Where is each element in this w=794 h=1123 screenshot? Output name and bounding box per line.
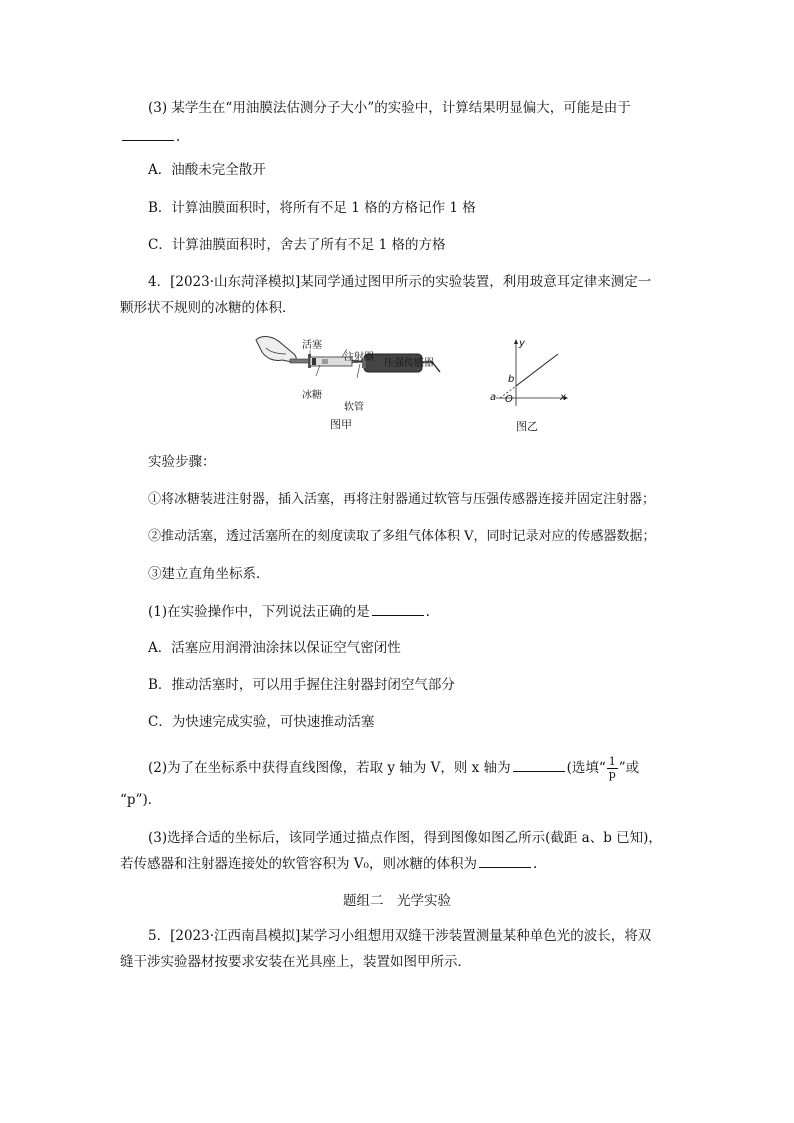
sub-question-3-line2: 若传感器和注射器连接处的软管容积为 V₀，则冰糖的体积为 . — [120, 853, 537, 874]
q5-stem-line2: 缝干涉实验器材按要求安装在光具座上，装置如图甲所示． — [120, 954, 471, 970]
answer-blank — [372, 601, 424, 616]
sub-question-2: (2)为了在坐标系中获得直线图像，若取 y 轴为 V，则 x 轴为 (选填“ $\frac{1}{p}$ ”或 — [148, 755, 640, 781]
q4-stem-line2: 颗形状不规则的冰糖的体积． — [120, 300, 296, 316]
sub1-option-c: C．为快速完成实验，可快速推动活塞 — [148, 714, 375, 730]
label-ice-sugar: 冰糖 — [302, 390, 322, 401]
axis-label-x: x — [560, 392, 566, 403]
sub1-option-a: A．活塞应用润滑油涂抹以保证空气密闭性 — [148, 640, 401, 656]
q4-stem-line1: 4．[2023·山东菏泽模拟]某同学通过图甲所示的实验装置，利用玻意耳定律来测定一 — [148, 274, 652, 290]
q3-option-b: B．计算油膜面积时，将所有不足 1 格的方格记作 1 格 — [148, 200, 476, 216]
step-2: ②推动活塞，透过活塞所在的刻度读取了多组气体体积 V，同时记录对应的传感器数据； — [148, 529, 656, 544]
step-3: ③建立直角坐标系． — [148, 566, 270, 582]
q5-stem-line1: 5．[2023·江西南昌模拟]某学习小组想用双缝干涉装置测量某种单色光的波长，将双 — [148, 928, 652, 944]
label-syringe: 注射器 — [344, 352, 374, 363]
q3-stem-line1: (3) 某学生在“用油膜法估测分子大小”的实验中，计算结果明显偏大，可能是由于 — [148, 100, 631, 116]
section-heading: 题组二 光学实验 — [343, 893, 451, 909]
answer-blank — [479, 853, 531, 868]
q3-stem-line2: . — [120, 126, 180, 147]
steps-title: 实验步骤： — [148, 454, 216, 470]
sub-question-2-line2: “p”)． — [120, 792, 162, 808]
answer-blank — [513, 757, 565, 772]
label-piston: 活塞 — [302, 340, 322, 351]
sub1-option-b: B．推动活塞时，可以用手握住注射器封闭空气部分 — [148, 677, 455, 693]
label-origin: O — [505, 394, 513, 405]
figure-jia — [252, 332, 444, 432]
caption-fig-jia: 图甲 — [330, 418, 352, 431]
sub-question-1: (1)在实验操作中，下列说法正确的是 . — [148, 601, 430, 622]
label-pressure-sensor: 压强传感器 — [384, 358, 434, 369]
figure-yi — [486, 338, 568, 432]
fraction-one-over-p: $\frac{1}{p}$ — [608, 755, 616, 781]
answer-blank — [122, 126, 174, 141]
q3-option-c: C．计算油膜面积时，舍去了所有不足 1 格的方格 — [148, 237, 446, 253]
label-a-intercept: a — [490, 392, 497, 403]
caption-fig-yi: 图乙 — [516, 420, 538, 433]
q3-option-a: A．油酸未完全散开 — [148, 162, 266, 178]
label-tube: 软管 — [344, 402, 364, 413]
label-b-intercept: b — [508, 374, 515, 385]
graph-v-vs-x — [486, 338, 568, 406]
step-1: ①将冰糖装进注射器，插入活塞，再将注射器通过软管与压强传感器连接并固定注射器； — [148, 492, 656, 507]
sub-question-3-line1: (3)选择合适的坐标后，该同学通过描点作图，得到图像如图乙所示(截距 a、b 已知)， — [148, 830, 662, 846]
axis-label-y: y — [519, 338, 525, 349]
